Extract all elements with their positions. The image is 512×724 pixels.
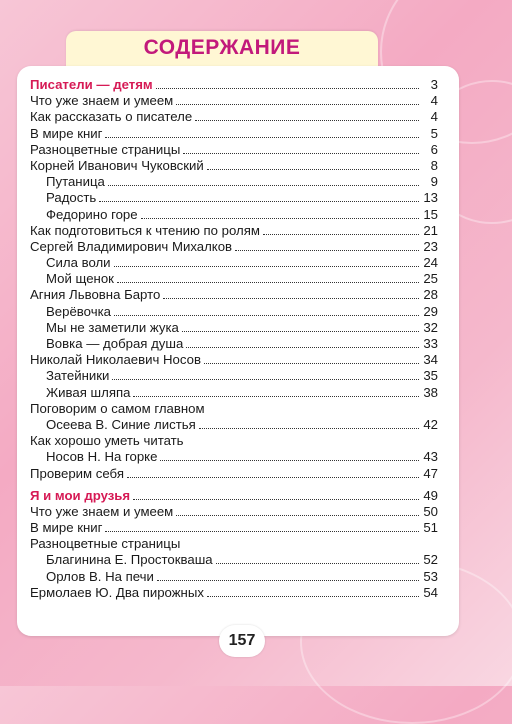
toc-entry[interactable]	[30, 504, 438, 520]
toc-entry-title: Сила воли	[46, 255, 111, 271]
dot-leader	[108, 175, 419, 186]
toc-entry-page: 5	[430, 125, 438, 141]
dot-leader	[176, 505, 419, 516]
toc-entry[interactable]	[30, 109, 438, 125]
dot-leader	[141, 208, 419, 219]
toc-entry-page: 50	[423, 503, 438, 519]
toc-entry[interactable]	[30, 368, 438, 384]
toc-entry[interactable]	[30, 417, 438, 433]
toc-entry-page: 15	[423, 206, 438, 222]
toc-entry[interactable]	[30, 585, 438, 601]
dot-leader	[199, 418, 419, 429]
toc-entry[interactable]	[30, 569, 438, 585]
toc-entry-title: В мире книг	[30, 125, 103, 141]
toc-entry-page: 3	[430, 77, 438, 92]
toc-entry[interactable]	[30, 336, 438, 352]
toc-entry[interactable]	[30, 223, 438, 239]
toc-entry[interactable]	[30, 352, 438, 368]
toc-entry[interactable]	[30, 304, 438, 320]
toc-entry-page: 42	[423, 416, 438, 432]
toc-entry[interactable]	[30, 271, 438, 287]
toc-entry-title: Федорино горе	[46, 206, 138, 222]
toc-entry-title: Как рассказать о писателе	[30, 109, 193, 125]
toc-entry-title: Путаница	[46, 174, 105, 190]
toc-entry-page: 9	[430, 174, 438, 190]
toc-entry-page: 21	[423, 222, 438, 238]
dot-leader	[235, 240, 419, 251]
dot-leader	[208, 403, 419, 413]
toc-entry-title: В мире книг	[30, 520, 103, 536]
toc-entry-page: 32	[423, 319, 438, 335]
toc-entry-title: Как хорошо уметь читать	[30, 433, 184, 449]
toc-entry[interactable]	[30, 320, 438, 336]
dot-leader	[187, 435, 419, 445]
toc-entry-page: 8	[430, 157, 438, 173]
dot-leader	[160, 450, 419, 461]
toc-entry-title: Что уже знаем и умеем	[30, 503, 174, 519]
toc-entry-page: 49	[423, 487, 438, 503]
dot-leader	[183, 143, 419, 154]
toc-entry[interactable]	[30, 255, 438, 271]
toc-entry[interactable]	[30, 190, 438, 206]
dot-leader	[195, 110, 419, 121]
toc-entry-title: Как подготовиться к чтению по ролям	[30, 222, 260, 238]
toc-entry[interactable]	[30, 401, 438, 417]
toc-entry[interactable]	[30, 126, 438, 142]
dot-leader	[112, 369, 419, 380]
toc-entry-title: Агния Львовна Барто	[30, 287, 161, 303]
toc-entry-page: 43	[423, 449, 438, 465]
toc-entry-page: 38	[423, 384, 438, 400]
toc-entry[interactable]	[30, 93, 438, 109]
toc-entry-page: 52	[423, 552, 438, 568]
toc-entry-page: 51	[423, 520, 438, 536]
toc-entry-title: Разноцветные страницы	[30, 536, 181, 552]
toc-entry-title: Осеева В. Синие листья	[46, 416, 196, 432]
toc-entry-page: 4	[430, 109, 438, 125]
page-number: 157	[219, 625, 265, 657]
toc-entry-page: 33	[423, 336, 438, 351]
dot-leader	[133, 386, 419, 397]
toc-entry-title: Разноцветные страницы	[30, 141, 181, 157]
toc-entry-page: 25	[423, 271, 438, 287]
dot-leader	[114, 256, 419, 267]
toc-entry-page: 35	[423, 368, 438, 384]
toc-entry-page: 13	[423, 190, 438, 206]
toc-entry-title: Верёвочка	[46, 303, 111, 319]
toc-entry-title: Мы не заметили жука	[46, 319, 179, 335]
dot-leader	[163, 288, 419, 299]
dot-leader	[117, 272, 419, 283]
toc-entry[interactable]	[30, 174, 438, 190]
toc-entry[interactable]	[30, 142, 438, 158]
toc-entry[interactable]	[30, 207, 438, 223]
toc-entry[interactable]	[30, 449, 438, 465]
dot-leader	[114, 305, 419, 316]
dot-leader	[99, 191, 419, 202]
dot-leader	[207, 159, 419, 170]
dot-leader	[176, 94, 419, 105]
toc-entry-page: 53	[423, 568, 438, 584]
dot-leader	[182, 321, 419, 332]
dot-leader	[186, 337, 419, 348]
toc-entry-page: 54	[423, 584, 438, 600]
toc-entry-title: Мой щенок	[46, 271, 114, 287]
dot-leader	[216, 553, 419, 564]
toc-entry-page: 4	[430, 93, 438, 109]
dot-leader	[207, 586, 419, 597]
dot-leader	[263, 224, 419, 235]
toc-entry-title: Орлов В. На печи	[46, 568, 154, 584]
toc-entry[interactable]	[30, 239, 438, 255]
toc-entry-page: 47	[423, 465, 438, 481]
toc-entry-page: 24	[423, 255, 438, 271]
toc-entry[interactable]	[30, 385, 438, 401]
toc-entry[interactable]	[30, 466, 438, 482]
toc-entry-title: Писатели — детям	[30, 77, 153, 92]
toc-entry-title: Что уже знаем и умеем	[30, 93, 174, 109]
toc-entry-title: Благинина Е. Простокваша	[46, 552, 213, 568]
dot-leader	[183, 538, 419, 548]
toc-entry-page: 6	[430, 141, 438, 157]
dot-leader	[156, 78, 419, 89]
toc-entry-title: Носов Н. На горке	[46, 449, 158, 465]
toc-entry[interactable]	[30, 433, 438, 449]
table-of-contents	[30, 77, 438, 601]
dot-leader	[127, 467, 419, 478]
toc-entry-title: Николай Николаевич Носов	[30, 352, 201, 368]
toc-entry-title: Ермолаев Ю. Два пирожных	[30, 584, 204, 600]
toc-entry-title: Поговорим о самом главном	[30, 400, 205, 416]
toc-entry-title: Я и мои друзья	[30, 487, 131, 503]
toc-entry[interactable]	[30, 536, 438, 552]
toc-entry-page: 34	[423, 352, 438, 368]
dot-leader	[157, 570, 419, 581]
toc-entry-page: 23	[423, 238, 438, 254]
toc-entry-title: Вовка — добрая душа	[46, 336, 184, 351]
dot-leader	[105, 127, 419, 138]
page-title: СОДЕРЖАНИЕ	[143, 36, 301, 59]
toc-entry-title: Проверим себя	[30, 465, 124, 481]
toc-entry-page: 29	[423, 303, 438, 319]
toc-entry-title: Корней Иванович Чуковский	[30, 157, 204, 173]
toc-entry-title: Затейники	[46, 368, 110, 384]
dot-leader	[105, 521, 419, 532]
toc-entry-page: 28	[423, 287, 438, 303]
dot-leader	[133, 489, 419, 500]
toc-entry[interactable]	[30, 158, 438, 174]
dot-leader	[204, 353, 419, 364]
toc-entry-title: Радость	[46, 190, 97, 206]
toc-entry-title: Сергей Владимирович Михалков	[30, 238, 233, 254]
toc-entry[interactable]	[30, 520, 438, 536]
toc-section[interactable]	[30, 77, 438, 93]
toc-entry[interactable]	[30, 287, 438, 303]
toc-entry-title: Живая шляпа	[46, 384, 131, 400]
toc-entry[interactable]	[30, 552, 438, 568]
toc-section[interactable]	[30, 488, 438, 504]
